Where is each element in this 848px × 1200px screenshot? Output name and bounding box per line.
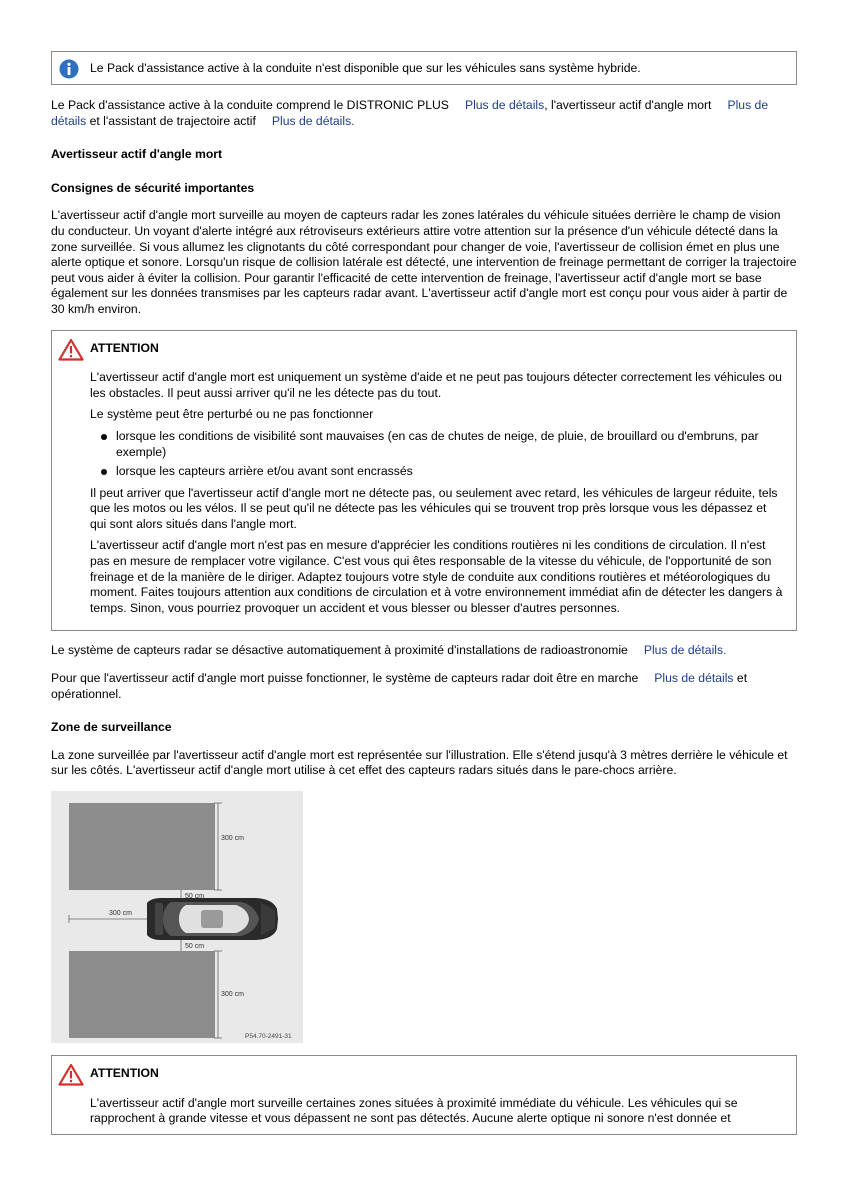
list-item: lorsque les conditions de visibilité sont mauvaises (en cas de chutes de neige, de pluie, de brouillard ou d'embruns, par exemple): [90, 429, 784, 460]
lane-assist-details-link[interactable]: Plus de détails: [271, 113, 352, 128]
blind-spot-details-link-part1[interactable]: Plus de: [727, 98, 769, 112]
warning-paragraph: L'avertisseur actif d'angle mort n'est pas en mesure d'apprécier les conditions routières ni les conditions de circulation. Il n'est pas en mesure de remplacer votre vigilance. C'est vous qui êtes responsable de la vitesse du véhicule, de l'opportunité de son freinage et de la manière de le diriger. Adaptez toujours votre style de conduite aux conditions routières et météorologiques du moment. Faites toujours attention aux conditions de circulation et à votre environnement immédiat afin de détecter les dangers à temps. Sinon, vous pourriez provoquer un accident et vous blesser ou blesser d'autres personnes.: [90, 538, 783, 615]
zone-paragraph: La zone surveillée par l'avertisseur actif d'angle mort est représentée sur l'illustration. Elle s'étend jusqu'à 3 mètres derrière le véhicule et sur les côtés. L'avertisseur actif d'angle mort utilise à cet effet des capteurs radars situés dans le pare-chocs arrière.: [51, 747, 788, 778]
info-note-text: Le Pack d'assistance active à la conduite n'est disponible que sur les véhicules sans système hybride.: [90, 61, 641, 75]
intro-text-2: , l'avertisseur actif d'angle mort: [544, 98, 712, 112]
warning-paragraph: L'avertisseur actif d'angle mort surveille certaines zones situées à proximité immédiate du véhicule. Les véhicules qui se rapprochent à grande vitesse et vous dépassent ne sont pas détectés. Aucune alerte optique ni sonore n'est donnée et: [90, 1095, 738, 1126]
warning-triangle-icon: [58, 338, 84, 361]
dimension-label-left: 300 cm: [109, 910, 132, 917]
safety-paragraph: L'avertisseur actif d'angle mort surveille au moyen de capteurs radar les zones latérales du véhicule situées derrière le champ de vision du conducteur. Un voyant d'alerte intégré aux rétroviseurs extérieurs attire votre attention sur la présence d'un véhicule détecté dans la zone surveillée. Si vous allumez les clignotants du côté correspondant pour changer de voie, l'avertisseur de collision émet en plus une alerte optique et sonore. Lorsqu'un risque de collision latérale est détecté, une intervention de freinage permettant de corriger la trajectoire peut vous aider à éviter la collision. Pour garantir l'efficacité de cette intervention de freinage, l'avertisseur actif d'angle mort se base également sur les données transmises par les capteurs radar avant. L'avertisseur actif d'angle mort est conçu pour vous aider à partir de 30 km/h environ.: [51, 208, 797, 316]
dimension-label-gap-top: 50 cm: [185, 893, 205, 900]
info-icon: [59, 59, 79, 79]
intro-text-1: Le Pack d'assistance active à la conduite comprend le DISTRONIC PLUS: [51, 98, 449, 112]
warning-bullet-list: [90, 429, 784, 480]
warning-title: ATTENTION: [90, 340, 159, 355]
warning-triangle-icon: [58, 1063, 84, 1086]
dimension-label-gap-bottom: 50 cm: [185, 943, 205, 950]
section-title: Avertisseur actif d'angle mort: [51, 147, 223, 162]
radar-system-details-link[interactable]: Plus de détails: [654, 671, 734, 686]
warning-title: ATTENTION: [90, 1066, 159, 1080]
radar-paragraph: Le système de capteurs radar se désactive automatiquement à proximité d'installations de radioastronomie Plus de détails.: [51, 643, 727, 658]
function-paragraph: Pour que l'avertisseur actif d'angle mort puisse fonctionner, le système de capteurs radar doit être en marche Plus de détails et opérationnel.: [51, 671, 748, 701]
warning-paragraph: L'avertisseur actif d'angle mort est uniquement un système d'aide et ne peut pas toujours détecter correctement les véhicules ou les obstacles. Il peut aussi arriver qu'il ne les détecte pas du tout.: [90, 370, 782, 400]
list-item: lorsque les capteurs arrière et/ou avant sont encrassés: [90, 464, 784, 480]
safety-title: Consignes de sécurité importantes: [51, 180, 255, 195]
bottom-monitoring-zone: [69, 951, 215, 1038]
dimension-label-bottom: 300 cm: [221, 991, 244, 998]
warning-box-2: [51, 1055, 797, 1135]
car-top-view: [147, 898, 278, 940]
document-page: [51, 51, 797, 1135]
zone-title: Zone de surveillance: [51, 720, 172, 735]
top-monitoring-zone: [69, 803, 215, 890]
dimension-label-top: 300 cm: [221, 835, 244, 842]
warning-box-1: [51, 330, 797, 632]
warning-paragraph: Il peut arriver que l'avertisseur actif d'angle mort ne détecte pas, ou seulement avec retard, les véhicules de largeur réduite, tels que les motos ou les vélos. Il se peut qu'il ne détecte pas les véhicules qui se trouvent trop près lorsque vous les dépassez et qui sont alors situés dans l'angle mort.: [90, 485, 778, 531]
intro-text-4: .: [351, 113, 355, 128]
warning-paragraph: Le système peut être perturbé ou ne pas fonctionner: [90, 407, 374, 422]
intro-paragraph: [51, 98, 797, 129]
blind-spot-details-link-part2[interactable]: détails: [51, 113, 87, 128]
distronic-details-link[interactable]: Plus de détails: [464, 98, 545, 112]
info-note: [51, 51, 797, 85]
monitoring-zone-illustration: [51, 791, 303, 1043]
intro-text-3: et l'assistant de trajectoire actif: [86, 113, 256, 128]
radioastronomy-details-link[interactable]: Plus de détails: [643, 643, 724, 658]
figure-reference: P54.70-2491-31: [245, 1033, 292, 1040]
